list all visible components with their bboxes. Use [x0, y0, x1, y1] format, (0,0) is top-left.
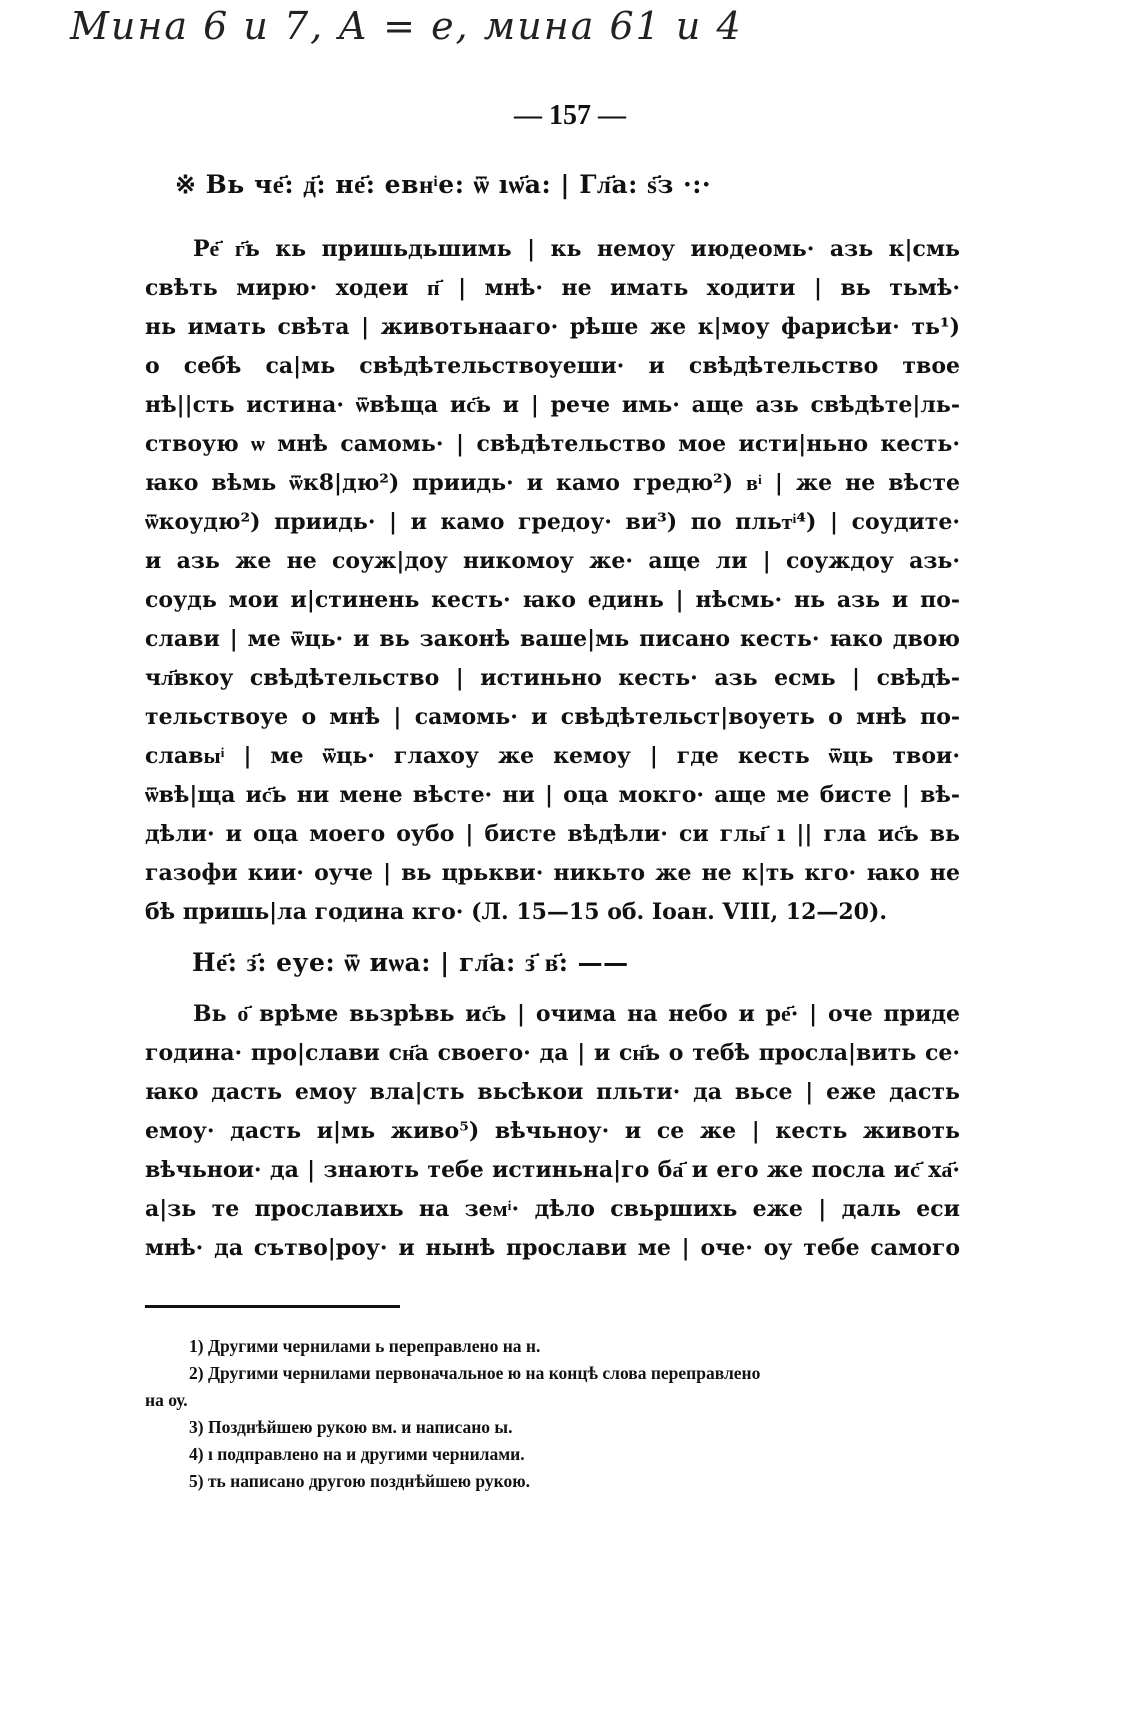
text-line: емоу· дасть и|мь живо⁵) вѣчьноу· и се же | кесть животь: [145, 1118, 960, 1144]
text-line: ствоую ѡ мнѣ самомь· | свѣдѣтельство мое исти|ньно кесть·: [145, 431, 960, 457]
footnote-divider: [145, 1305, 400, 1308]
text-line: свѣть мирю· ходеи п҃ | мнѣ· не имать ходити | вь тьмѣ·: [145, 275, 960, 301]
text-line: а|зь те прославихь на земͥ· дѣло свьршихь еже | даль еси: [145, 1196, 960, 1222]
text-line: дѣли· и оца моего оубо | бисте вѣдѣли· си глы҃ ı || гла ис҃ь вь: [145, 821, 960, 847]
text-line: ѿкоудю²) приидь· | и камо гредоу· ви³) по пльтͥ⁴) | соудите·: [145, 509, 960, 535]
text-line: Вь о҃ врѣме вьзрѣвь ис҃ь | очима на небо и ре҃· | оче приде: [193, 1001, 960, 1027]
footnote-continuation: на оу.: [145, 1390, 188, 1410]
text-line: година· про|слави сн҃а своего· да | и сн҃ь о тебѣ просла|вить се·: [145, 1040, 960, 1066]
text-line: Ре҃ г҃ь кь пришьдьшимь | кь немоу июдеомь· азь к|смь: [193, 236, 960, 262]
footnote: 5) ть написано другою позднѣйшею рукою.: [189, 1471, 530, 1491]
section1-text: [145, 230, 960, 932]
text-line: и азь же не соуж|доу никомоу же· аще ли | соуждоу азь·: [145, 548, 960, 574]
footnote: 2) Другими чернилами первоначальное ю на концѣ слова переправлено: [189, 1363, 761, 1383]
page-number: — 157 —: [514, 100, 626, 131]
text-line: мнѣ· да сътво|роу· и нынѣ прослави ме | оче· оу тебе самого: [145, 1235, 960, 1261]
text-line: о себѣ са|мь свѣдѣтельствоуеши· и свѣдѣтельство твое: [145, 353, 960, 379]
section2-heading: Не҃: з҃: еуе: ѿ иѡа: | гл҃а: з҃ в҃: ——: [192, 948, 629, 977]
text-line: ꙗко дасть емоу вла|сть вьсѣкои пльти· да вьсе | еже дасть: [145, 1079, 960, 1105]
text-line: слави | ме ѿць· и вь законѣ ваше|мь писано кесть· ꙗко двою: [145, 626, 960, 652]
text-line: чл҃вкоу свѣдѣтельство | истиньно кесть· азь есмь | свѣдѣ-: [145, 665, 960, 691]
footnote: 1) Другими чернилами ь переправлено на н.: [189, 1336, 541, 1356]
footnote: 4) ı подправлено на и другими чернилами.: [189, 1444, 525, 1464]
text-line: нь имать свѣта | животьнааго· рѣше же к|моу фарисѣи· ть¹): [145, 314, 960, 340]
text-line: вѣчьнои· да | знають тебе истиньна|го ба҃ и его же посла ис҃ ха҃·: [145, 1157, 960, 1183]
section1-heading: ※ Вь че҃: д҃: не҃: евнͥе: ѿ ıѡ҃а: | Гл҃а: ѕ҃з ·:·: [175, 170, 712, 199]
handwritten-annotation: Мина 6 и 7, А = е, мина 61 и 4: [70, 4, 743, 48]
text-line: газофи кии· оуче | вь црькви· никьто же не к|ть кго· ꙗко не: [145, 860, 960, 886]
section2-text: [145, 995, 960, 1268]
text-line: тельствоуе о мнѣ | самомь· и свѣдѣтельст|воуеть о мнѣ по-: [145, 704, 960, 730]
text-line: славыͥ | ме ѿць· глахоу же кемоу | где кесть ѿць твои·: [145, 743, 960, 769]
text-line: ѿвѣ|ща ис҃ь ни мене вѣсте· ни | оца мокго· аще ме бисте | вѣ-: [145, 782, 960, 808]
footnote: 3) Позднѣйшею рукою вм. и написано ы.: [189, 1417, 513, 1437]
text-line: бѣ пришь|ла година кго· (Л. 15—15 об. Іоан. VIII, 12—20).: [145, 899, 888, 925]
footnotes: [145, 1333, 960, 1495]
text-line: ꙗко вѣмь ѿк8|дю²) приидь· и камо гредю²) вͥ | же не вѣсте: [145, 470, 960, 496]
text-line: соудь мои и|стинень кесть· ꙗко единь | нѣсмь· нь азь и по-: [145, 587, 960, 613]
text-line: нѣ||сть истина· ѿвѣща ис҃ь и | рече имь· аще азь свѣдѣте|ль-: [145, 392, 960, 418]
